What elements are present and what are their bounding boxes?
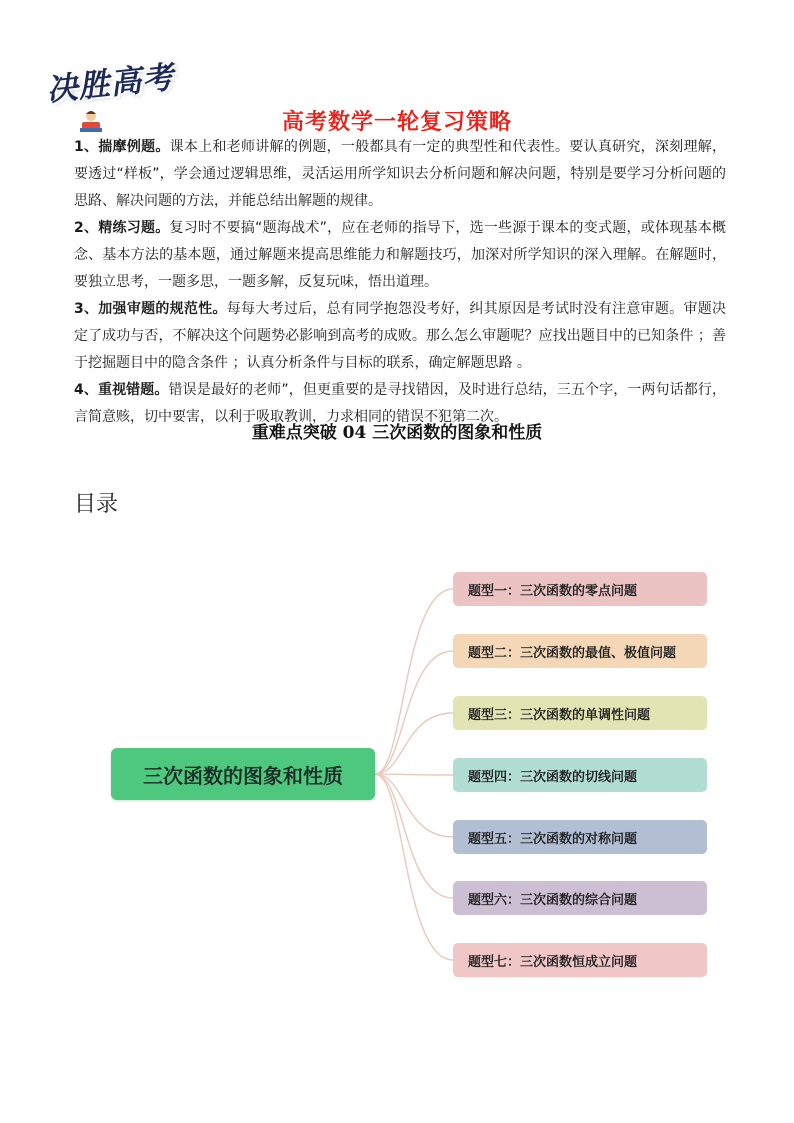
strategy-item [74,215,726,296]
mind-map-link-7 [375,774,453,960]
logo-text: 决胜高考 [44,59,176,109]
mind-map-link-5 [375,774,453,837]
strategy-body: 每每大考过后，总有同学抱怨没考好，纠其原因是考试时没有注意审题。审题决定了成功与否，不解决这个问题势必影响到高考的成败。那么怎么审题呢？应找出题目中的已知条件 ；善于挖掘题目中的隐含条件 ；认真分析条件与目标的联系，确定解题思路 。 [74,301,727,371]
mind-map-link-2 [375,651,453,774]
mind-map-branch-2 [453,634,707,668]
mind-map-link-4 [375,774,453,775]
mind-map-center-node: 三次函数的图象和性质 [111,748,375,800]
mind-map-branch-5 [453,820,707,854]
branch-label: 题型五：三次函数的对称问题 [468,831,638,847]
section-title: 重难点突破 04 三次函数的图象和性质 [251,423,543,443]
mind-map-link-1 [375,589,453,774]
branch-label: 题型三：三次函数的单调性问题 [468,707,651,723]
mind-map-branch-6 [453,881,707,915]
strategy-lead: 4、重视错题。 [74,382,169,398]
toc-heading: 目录 [74,492,119,517]
branch-label: 题型一：三次函数的零点问题 [468,583,638,599]
page-title: 高考数学一轮复习策略 [281,110,512,135]
strategy-body: 复习时不要搞“题海战术”，应在老师的指导下，选一些源于课本的变式题，或体现基本概念、基本方法的基本题，通过解题来提高思维能力和解题技巧，加深对所学知识的深入理解。在解题时，要独立思考，一题多思，一题多解，反复玩味，悟出道理。 [74,220,726,290]
mind-map-branch-4 [453,758,707,792]
strategy-lead: 1、揣摩例题。 [74,139,170,155]
mind-map-branch-3 [453,696,707,730]
strategy-list [74,134,726,431]
strategy-body: 课本上和老师讲解的例题，一般都具有一定的典型性和代表性。要认真研究，深刻理解，要透过“样板”，学会通过逻辑思维，灵活运用所学知识去分析问题和解决问题，特别是要学习分析问题的思路、解决问题的方法，并能总结出解题的规律。 [74,139,726,209]
branch-label: 题型二：三次函数的最值、极值问题 [468,645,677,661]
branch-label: 题型四：三次函数的切线问题 [468,769,638,785]
strategy-item [74,134,726,215]
mind-map-branch-1 [453,572,707,606]
mind-map-link-3 [375,713,453,774]
branch-label: 题型七：三次函数恒成立问题 [468,954,638,970]
strategy-lead: 3、加强审题的规范性。 [74,301,227,317]
mind-map-branch-7 [453,943,707,977]
mind-map [0,560,794,990]
strategy-body: 错误是最好的老师”，但更重要的是寻找错因，及时进行总结，三五个字，一两句话都行，言简意赅，切中要害，以利于吸取教训，力求相同的错误不犯第二次。 [74,382,726,425]
strategy-item [74,296,726,377]
branch-label: 题型六：三次函数的综合问题 [468,892,638,908]
strategy-lead: 2、精练习题。 [74,220,170,236]
